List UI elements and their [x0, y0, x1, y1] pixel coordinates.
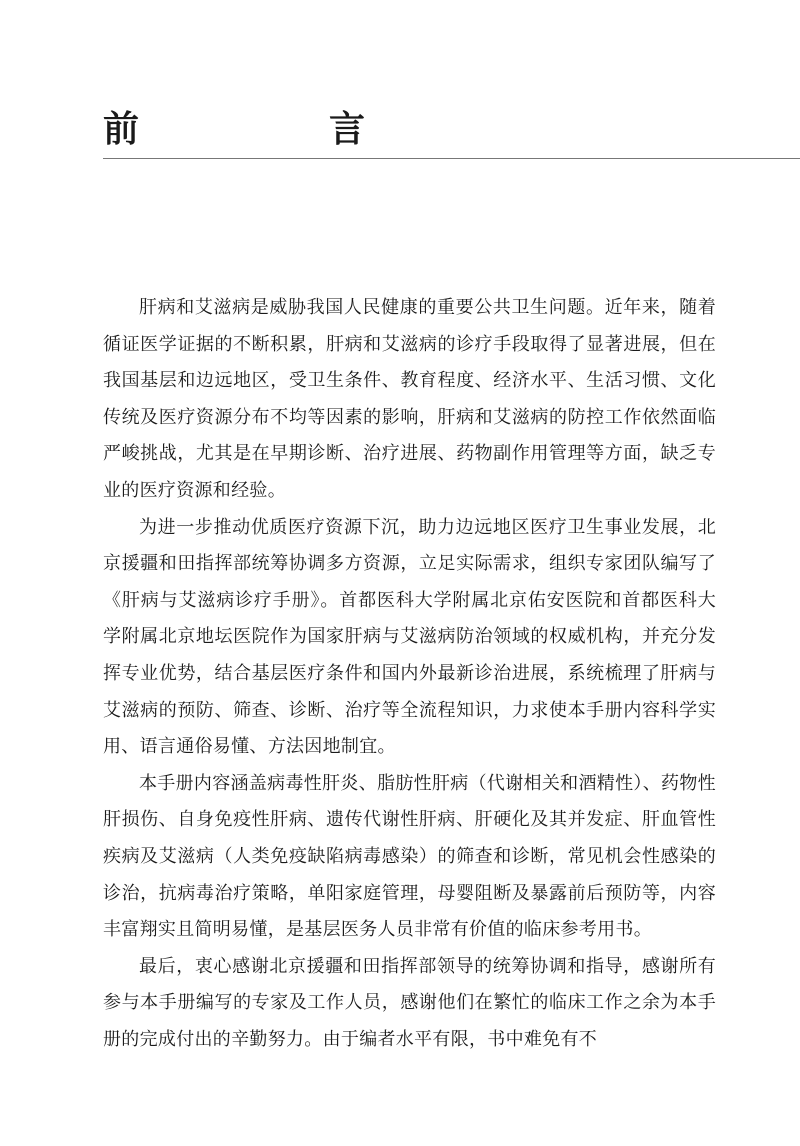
paragraph-3: 本手册内容涵盖病毒性肝炎、脂肪性肝病（代谢相关和酒精性）、药物性肝损伤、自身免疫性肝病、遗传代谢性肝病、肝硬化及其并发症、肝血管性疾病及艾滋病（人类免疫缺陷病毒感染）的筛查和诊断，常见机会性感染的诊治，抗病毒治疗策略，单阳家庭管理，母婴阻断及暴露前后预防等，内容丰富翔实且简明易懂，是基层医务人员非常有价值的临床参考用书。 — [103, 772, 716, 941]
title-divider — [103, 158, 800, 159]
page-title: 前 言 — [103, 109, 443, 150]
paragraph-1: 肝病和艾滋病是威胁我国人民健康的重要公共卫生问题。近年来，随着循证医学证据的不断积累，肝病和艾滋病的诊疗手段取得了显著进展，但在我国基层和边远地区，受卫生条件、教育程度、经济水平、生活习惯、文化传统及医疗资源分布不均等因素的影响，肝病和艾滋病的防控工作依然面临严峻挑战，尤其是在早期诊断、治疗进展、药物副作用管理等方面，缺乏专业的医疗资源和经验。 — [103, 297, 716, 501]
paragraph-2: 为进一步推动优质医疗资源下沉，助力边远地区医疗卫生事业发展，北京援疆和田指挥部统筹协调多方资源，立足实际需求，组织专家团队编写了《肝病与艾滋病诊疗手册》。首都医科大学附属北京佑安医院和首都医科大学附属北京地坛医院作为国家肝病与艾滋病防治领域的权威机构，并充分发挥专业优势，结合基层医疗条件和国内外最新诊治进展，系统梳理了肝病与艾滋病的预防、筛查、诊断、治疗等全流程知识，力求使本手册内容科学实用、语言通俗易懂、方法因地制宜。 — [103, 516, 716, 758]
preface-body — [103, 290, 716, 1058]
paragraph-4: 最后，衷心感谢北京援疆和田指挥部领导的统筹协调和指导，感谢所有参与本手册编写的专家及工作人员，感谢他们在繁忙的临床工作之余为本手册的完成付出的辛勤努力。由于编者水平有限，书中难免有不 — [103, 955, 716, 1050]
